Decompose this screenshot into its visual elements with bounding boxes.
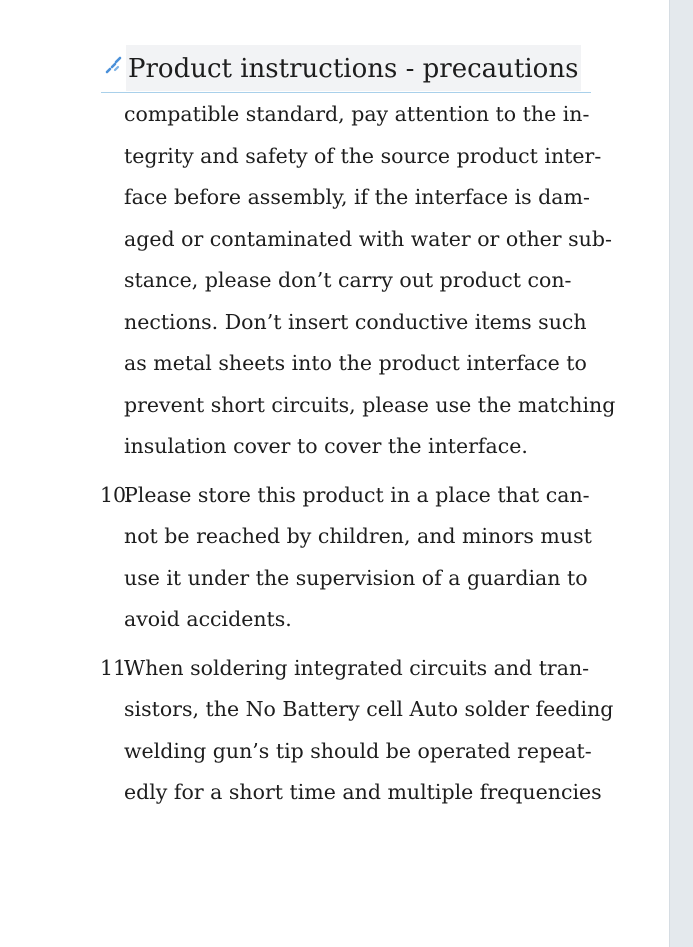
list-item bbox=[100, 475, 594, 641]
text-line: edly for a short time and multiple frequencies bbox=[124, 780, 602, 804]
text-line: as metal sheets into the product interface to bbox=[124, 351, 587, 375]
text-line: avoid accidents. bbox=[124, 607, 292, 631]
text-line: prevent short circuits, please use the matching bbox=[124, 392, 616, 417]
text-line: aged or contaminated with water or other sub- bbox=[124, 226, 612, 251]
text-line: sistors, the No Battery cell Auto solder feeding bbox=[124, 697, 614, 721]
text-line: compatible standard, pay attention to the in- bbox=[124, 102, 590, 126]
sparkle-lines-icon bbox=[104, 55, 124, 77]
text-line: insulation cover to cover the interface. bbox=[124, 434, 528, 458]
document-body bbox=[0, 94, 669, 814]
list-item-number: 11. bbox=[100, 655, 133, 680]
continued-paragraph bbox=[124, 94, 616, 468]
list-item bbox=[100, 648, 614, 814]
text-line: welding gun’s tip should be operated repeat- bbox=[124, 738, 592, 763]
text-line: nections. Don’t insert conductive items such bbox=[124, 309, 587, 334]
text-line: face before assembly, if the interface is dam- bbox=[124, 185, 590, 209]
text-line: When soldering integrated circuits and tran- bbox=[124, 655, 590, 680]
text-line: stance, please don’t carry out product con- bbox=[124, 268, 572, 292]
section-header bbox=[101, 45, 591, 93]
page-title: Product instructions - precautions bbox=[126, 45, 581, 91]
vertical-scrollbar[interactable] bbox=[669, 0, 693, 947]
text-line: not be reached by children, and minors must bbox=[124, 524, 592, 548]
text-line: use it under the supervision of a guardian to bbox=[124, 565, 588, 590]
text-line: Please store this product in a place that can- bbox=[124, 482, 590, 507]
list-item-number: 10. bbox=[100, 482, 133, 507]
text-line: tegrity and safety of the source product inter- bbox=[124, 143, 602, 168]
